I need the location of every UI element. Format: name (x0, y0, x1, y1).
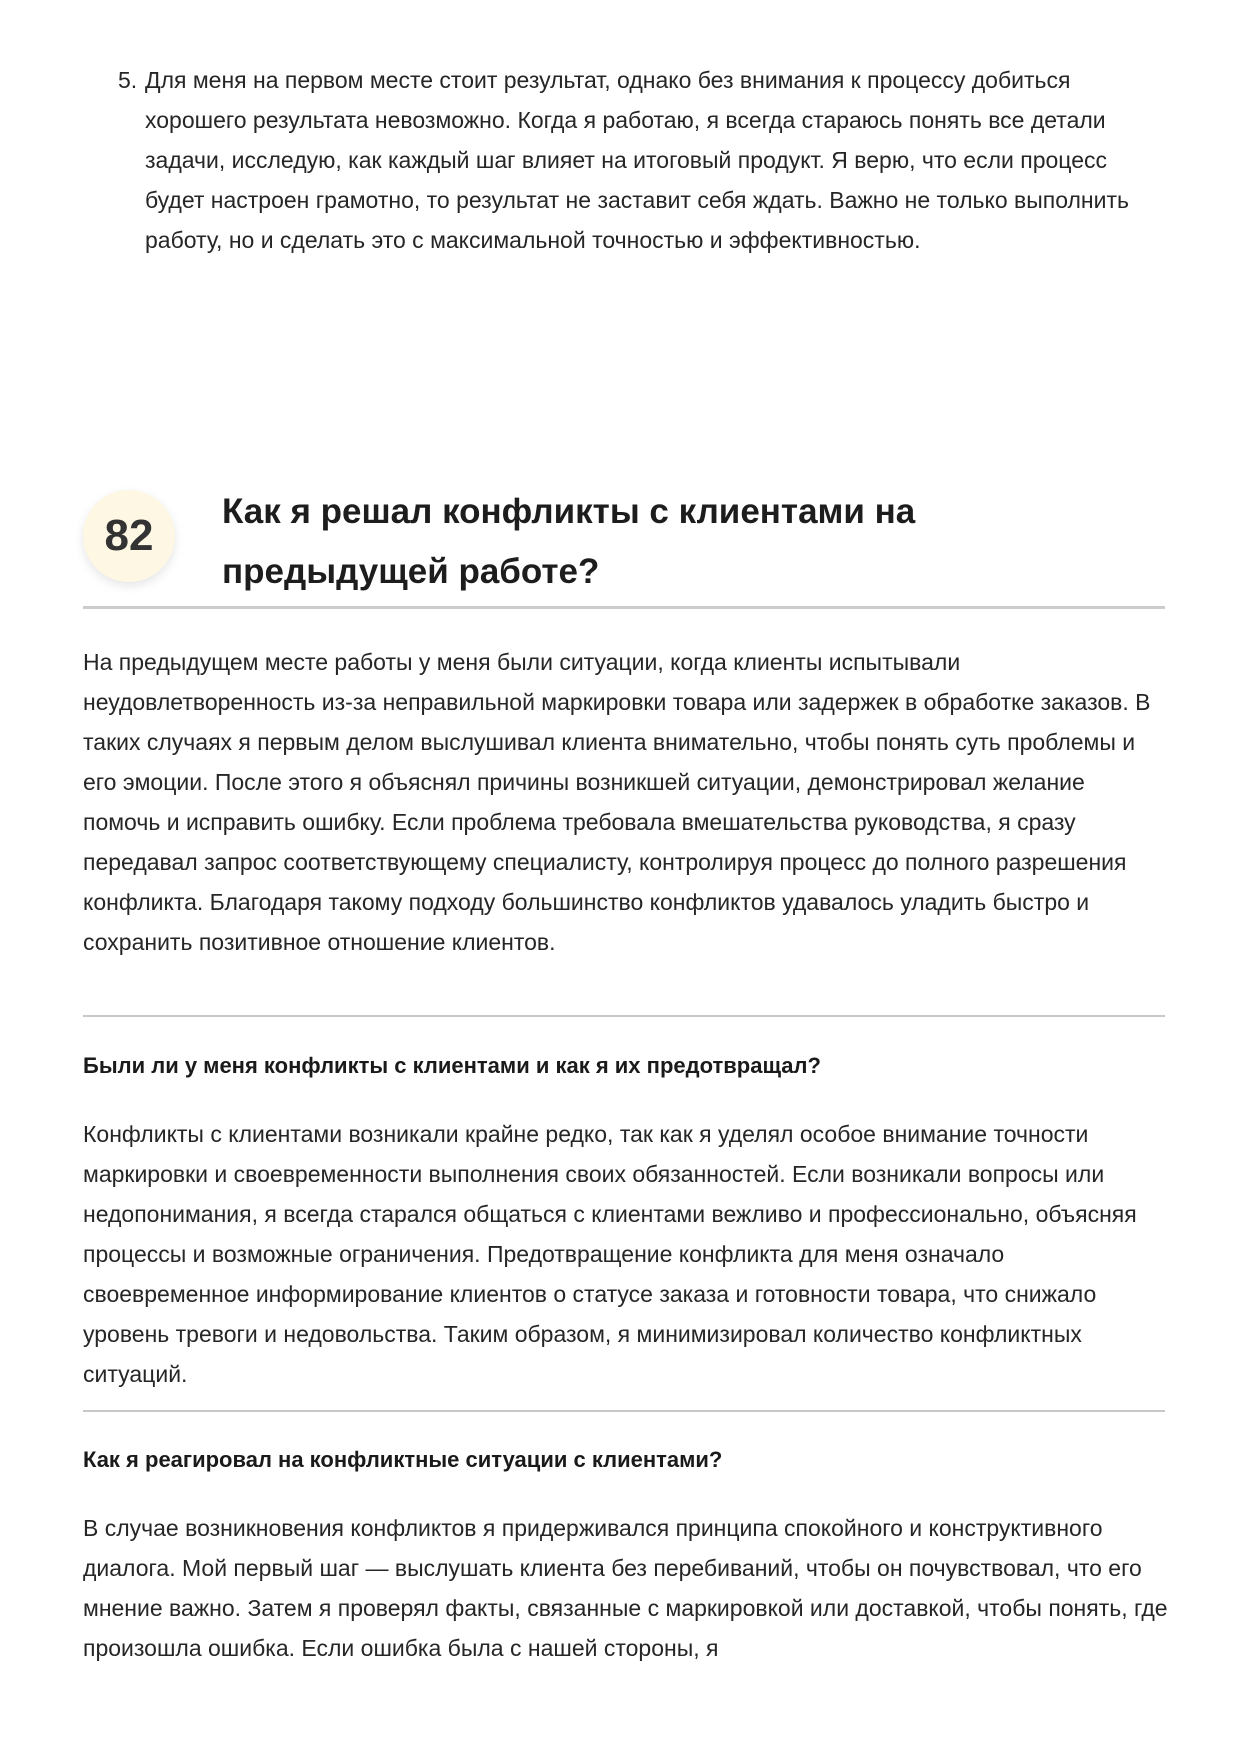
sub-question-answer-2: В случае возникновения конфликтов я придерживался принципа спокойного и конструктивного диалога. Мой первый шаг — выслушать клиента без перебиваний, чтобы он почувствовал, что его мнение важно. Затем я проверял факты, связанные с маркировкой или доставкой, чтобы понять, где произошла ошибка. Если ошибка была с нашей стороны, я (83, 1515, 1168, 1661)
question-number-badge: 82 (83, 490, 175, 582)
question-header (83, 482, 1165, 609)
divider (83, 1410, 1165, 1412)
divider (83, 1015, 1165, 1017)
sub-question-title-1: Были ли у меня конфликты с клиентами и как я их предотвращал? (83, 1053, 821, 1078)
list-item (118, 60, 1168, 260)
sub-question-title-2: Как я реагировал на конфликтные ситуации с клиентами? (83, 1447, 723, 1472)
list-item-number: 5. (118, 67, 138, 93)
list-item-text: Для меня на первом месте стоит результат, однако без внимания к процессу добиться хорошего результата невозможно. Когда я работаю, я всегда стараюсь понять все детали задачи, исследую, как каждый шаг влияет на итоговый продукт. Я верю, что если процесс будет настроен грамотно, то результат не заставит себя ждать. Важно не только выполнить работу, но и сделать это с максимальной точностью и эффективностью. (145, 67, 1130, 253)
sub-question-answer-1: Конфликты с клиентами возникали крайне редко, так как я уделял особое внимание точности маркировки и своевременности выполнения своих обязанностей. Если возникали вопросы или недопонимания, я всегда старался общаться с клиентами вежливо и профессионально, объясняя процессы и возможные ограничения. Предотвращение конфликта для меня означало своевременное информирование клиентов о статусе заказа и готовности товара, что снижало уровень тревоги и недовольства. Таким образом, я минимизировал количество конфликтных ситуаций. (83, 1121, 1137, 1387)
question-title: Как я решал конфликты с клиентами на предыдущей работе? (222, 492, 916, 591)
question-answer: На предыдущем месте работы у меня были ситуации, когда клиенты испытывали неудовлетворенность из-за неправильной маркировки товара или задержек в обработке заказов. В таких случаях я первым делом выслушивал клиента внимательно, чтобы понять суть проблемы и его эмоции. После этого я объяснял причины возникшей ситуации, демонстрировал желание помочь и исправить ошибку. Если проблема требовала вмешательства руководства, я сразу передавал запрос соответствующему специалисту, контролируя процесс до полного разрешения конфликта. Благодаря такому подходу большинство конфликтов удавалось уладить быстро и сохранить позитивное отношение клиентов. (83, 649, 1151, 955)
